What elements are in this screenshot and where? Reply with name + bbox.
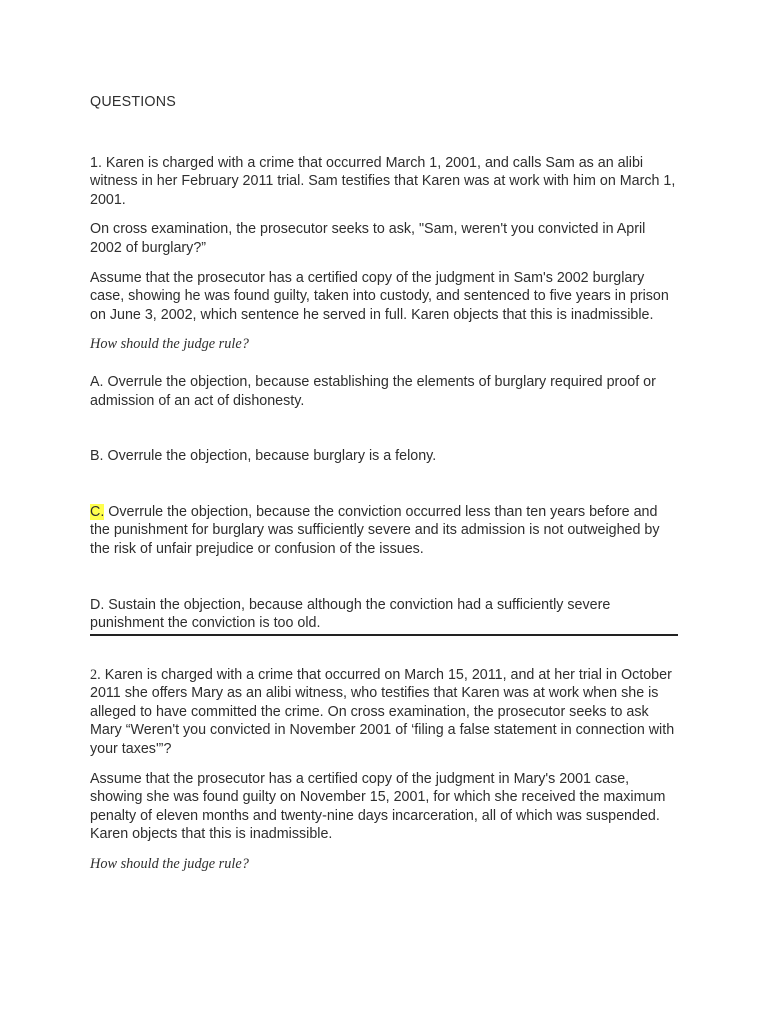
question-2-prompt: How should the judge rule?	[90, 856, 249, 873]
option-d: D. Sustain the objection, because although the conviction had a sufficiently severe punishment the conviction is too old.	[90, 596, 611, 632]
question-1-cross-examination: On cross examination, the prosecutor seeks to ask, "Sam, weren't you convicted in April 2002 of burglary?”	[90, 221, 646, 256]
question-2-stem-text: Karen is charged with a crime that occurred on March 15, 2011, and at her trial in October 2011 she offers Mary as an alibi witness, who testifies that Karen was at work when she is alleged to have committed the crime. On cross examination, the prosecutor seeks to ask Mary “Weren't you convicted in November 2001 of ‘filing a false statement in connection with your taxes'”?	[90, 666, 675, 758]
spacer	[90, 466, 678, 503]
spacer	[90, 559, 678, 596]
question-1	[90, 154, 678, 636]
option-c-letter-highlight: C.	[90, 503, 105, 520]
question-2-stem	[90, 666, 678, 759]
section-divider	[90, 634, 678, 636]
option-c	[90, 503, 678, 559]
question-1-prompt: How should the judge rule?	[90, 336, 249, 353]
option-a: A. Overrule the objection, because establishing the elements of burglary required proof or admission of an act of dishonesty.	[90, 373, 656, 409]
page-title: QUESTIONS	[90, 94, 177, 110]
question-2	[90, 666, 678, 874]
document-page	[90, 93, 678, 885]
spacer	[90, 410, 678, 447]
question-2-number: 2.	[90, 666, 101, 683]
question-1-stem: 1. Karen is charged with a crime that occurred March 1, 2001, and calls Sam as an alibi witness in her February 2011 trial. Sam testifies that Karen was at work with him on March 1, 2001.	[90, 154, 676, 208]
option-b: B. Overrule the objection, because burglary is a felony.	[90, 448, 437, 465]
option-c-text: Overrule the objection, because the conviction occurred less than ten years before and the punishment for burglary was sufficiently severe and its admission is not outweighed by the risk of unfair prejudice or confusion of the issues.	[90, 503, 660, 557]
question-1-assumption: Assume that the prosecutor has a certified copy of the judgment in Sam's 2002 burglary case, showing he was found guilty, taken into custody, and sentenced to five years in prison on June 3, 2002, which sentence he served in full. Karen objects that this is inadmissible.	[90, 269, 669, 323]
question-2-assumption: Assume that the prosecutor has a certified copy of the judgment in Mary's 2001 case, showing she was found guilty on November 15, 2001, for which she received the maximum penalty of eleven months and twenty-nine days incarceration, all of which was suspended. Karen objects that this is inadmissible.	[90, 770, 666, 843]
